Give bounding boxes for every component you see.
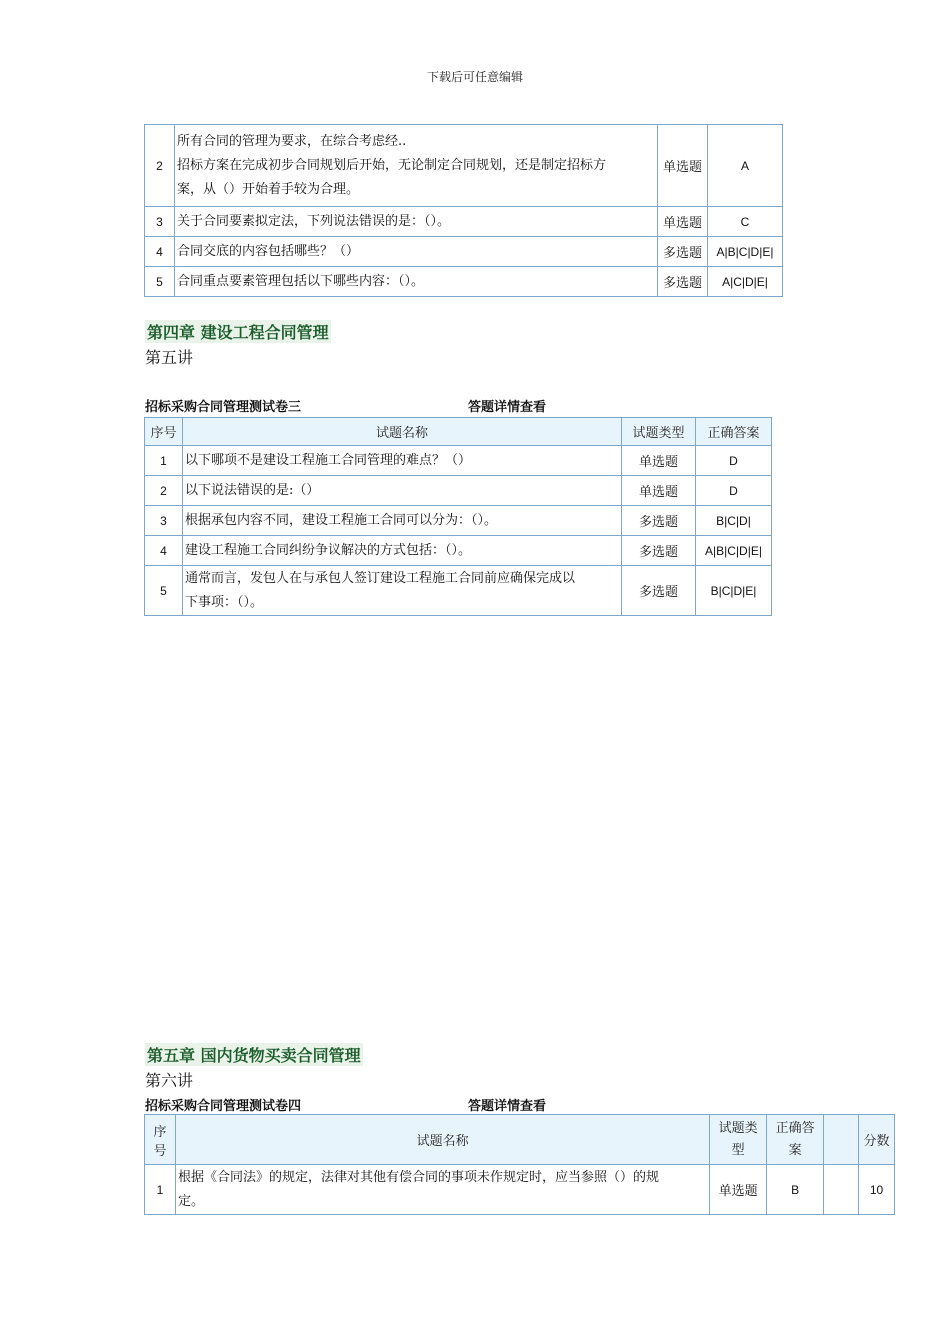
question-text: 合同交底的内容包括哪些？（）: [174, 237, 657, 267]
header-type-line: 型: [731, 1142, 745, 1158]
table-row: [145, 125, 783, 207]
row-number: 5: [145, 566, 183, 616]
header-blank: [824, 1115, 859, 1165]
row-number: 3: [145, 506, 183, 536]
correct-answer: D: [696, 476, 772, 506]
lecture-label: 第五讲: [145, 348, 194, 367]
correct-answer: A|C|D|E|: [708, 267, 783, 297]
question-type: 单选题: [710, 1165, 767, 1215]
row-number: 4: [145, 237, 175, 267]
quiz-table: [144, 1114, 895, 1215]
header-question: 试题名称: [175, 1115, 709, 1165]
header-answer-line: 案: [788, 1142, 802, 1158]
row-number: 3: [145, 207, 175, 237]
header-type-line: 试题类: [718, 1120, 758, 1136]
table-row: [145, 1165, 895, 1215]
header-number: 序号: [145, 418, 183, 446]
question-text: [174, 125, 657, 207]
question-line: 案，从（）开始着手较为合理。: [176, 181, 359, 197]
blank-cell: [824, 1165, 859, 1215]
correct-answer: A|B|C|D|E|: [708, 237, 783, 267]
question-type: 多选题: [658, 267, 708, 297]
table-row: [145, 237, 783, 267]
chapter-heading: 第四章 建设工程合同管理: [145, 320, 331, 343]
row-number: 2: [145, 476, 183, 506]
header-question: 试题名称: [182, 418, 621, 446]
question-type: 单选题: [622, 476, 696, 506]
question-text: [175, 1165, 709, 1215]
score: 10: [859, 1165, 895, 1215]
table-row: [145, 476, 772, 506]
header-answer: [767, 1115, 824, 1165]
row-number: 1: [145, 446, 183, 476]
correct-answer: D: [696, 446, 772, 476]
question-line: 定。: [177, 1193, 204, 1209]
correct-answer: A: [708, 125, 783, 207]
header-type: [710, 1115, 767, 1165]
correct-answer: A|B|C|D|E|: [696, 536, 772, 566]
paper-title: 招标采购合同管理测试卷四: [145, 1099, 302, 1114]
question-text: 建设工程施工合同纠纷争议解决的方式包括：（）。: [182, 536, 621, 566]
question-line: 根据《合同法》的规定，法律对其他有偿合同的事项未作规定时，应当参照（）的规: [177, 1169, 659, 1185]
row-number: 2: [145, 125, 175, 207]
question-type: 多选题: [622, 506, 696, 536]
correct-answer: B|C|D|: [696, 506, 772, 536]
question-type: 单选题: [622, 446, 696, 476]
correct-answer: B|C|D|E|: [696, 566, 772, 616]
question-type: 多选题: [658, 237, 708, 267]
question-text: 合同重点要素管理包括以下哪些内容：（）。: [174, 267, 657, 297]
header-score: 分数: [859, 1115, 895, 1165]
question-text: 以下说法错误的是:（）: [182, 476, 621, 506]
table-header-row: [145, 418, 772, 446]
lecture-label: 第六讲: [145, 1071, 194, 1090]
question-text: 根据承包内容不同，建设工程施工合同可以分为：（）。: [182, 506, 621, 536]
table-row: [145, 566, 772, 616]
answer-details-link[interactable]: 答题详情查看: [468, 400, 547, 415]
question-type: 单选题: [658, 207, 708, 237]
question-type: 多选题: [622, 536, 696, 566]
table-row: [145, 267, 783, 297]
header-number: 序号: [145, 1115, 176, 1165]
answer-details-link[interactable]: 答题详情查看: [468, 1099, 547, 1114]
row-number: 1: [145, 1165, 176, 1215]
question-text: [182, 566, 621, 616]
header-answer: 正确答案: [696, 418, 772, 446]
header-type: 试题类型: [622, 418, 696, 446]
table-header-row: [145, 1115, 895, 1165]
question-type: 多选题: [622, 566, 696, 616]
question-line: 下事项：（）。: [184, 594, 263, 610]
table-row: [145, 536, 772, 566]
question-text: 以下哪项不是建设工程施工合同管理的难点？（）: [182, 446, 621, 476]
question-text: 关于合同要素拟定法，下列说法错误的是：（）。: [174, 207, 657, 237]
table-row: [145, 207, 783, 237]
header-answer-line: 正确答: [775, 1120, 815, 1136]
quiz-table-continued: [144, 124, 783, 297]
question-line: 招标方案在完成初步合同规划后开始，无论制定合同规划，还是制定招标方: [176, 157, 606, 173]
table-row: [145, 506, 772, 536]
quiz-table: [144, 417, 772, 616]
question-type: 单选题: [658, 125, 708, 207]
row-number: 4: [145, 536, 183, 566]
row-number: 5: [145, 267, 175, 297]
correct-answer: C: [708, 207, 783, 237]
question-line: 通常而言，发包人在与承包人签订建设工程施工合同前应确保完成以: [184, 570, 575, 586]
table-row: [145, 446, 772, 476]
chapter-heading: 第五章 国内货物买卖合同管理: [145, 1043, 363, 1066]
question-line: 所有合同的管理为要求，在综合考虑经..: [176, 133, 407, 149]
header-note: 下载后可任意编辑: [426, 70, 523, 84]
paper-title: 招标采购合同管理测试卷三: [145, 400, 302, 415]
correct-answer: B: [767, 1165, 824, 1215]
